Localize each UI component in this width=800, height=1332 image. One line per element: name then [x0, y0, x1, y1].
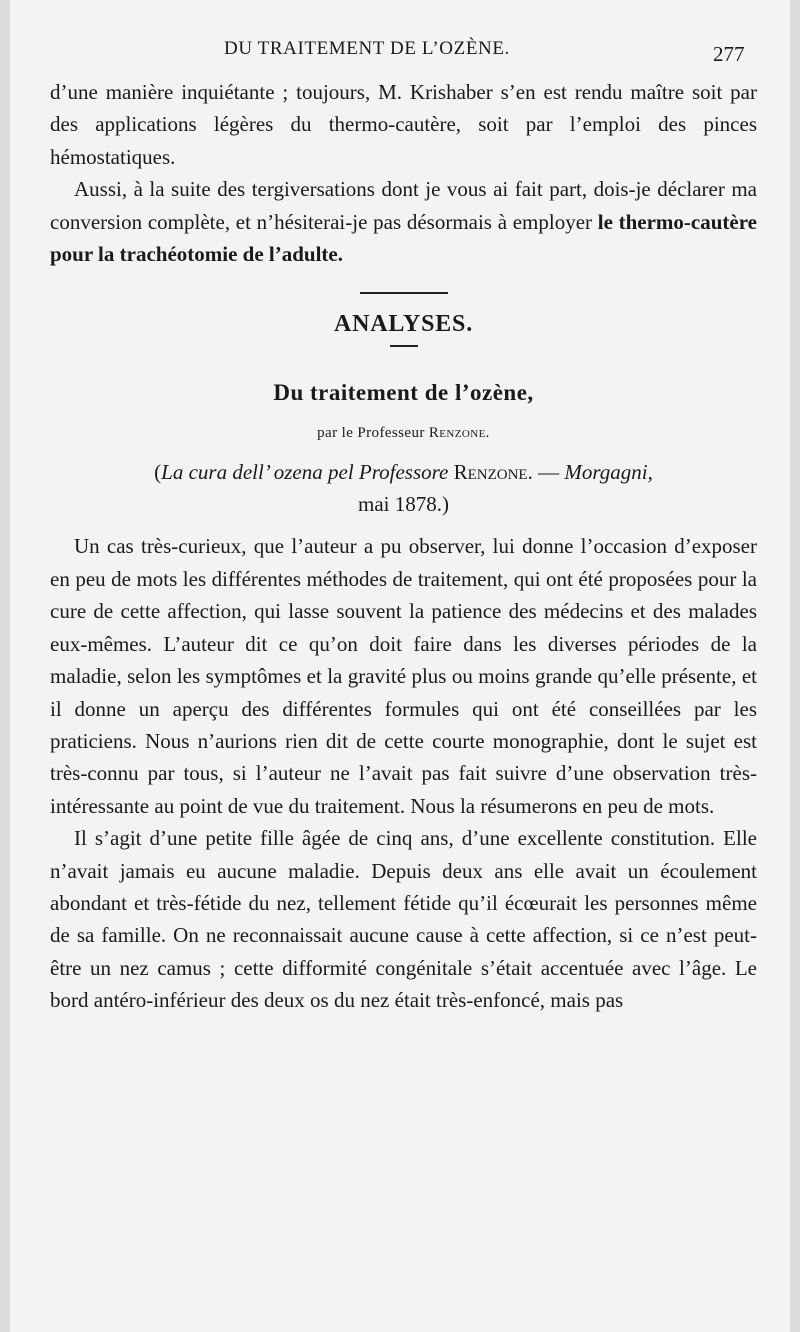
section-short-rule [390, 345, 418, 347]
paragraph-case: Il s’agit d’une petite fille âgée de cinq ans, d’une excellente constitution. Elle n’avait jamais eu aucune maladie. Depuis deux ans elle avait un écoulement abondant et très-fétide du nez, tellement fétide qu’il écœurait les personnes même de sa famille. On ne reconnaissait aucune cause à cette affection, si ce n’est peut-être un nez camus ; cette difformité congénitale s’était accentuée avec l’âge. Le bord antéro-inférieur des deux os du nez était très-enfoncé, mais pas [50, 826, 757, 1013]
ref-author: Renzone. [448, 459, 533, 484]
page-number: 277 [713, 42, 745, 66]
ref-journal: Morgagni, [564, 459, 653, 484]
byline-author: Renzone. [428, 425, 490, 442]
conclusion-bold-text: le thermo-cautère pour la trachéotomie de l’adulte. [50, 209, 757, 267]
running-title: DU TRAITEMENT DE L’OZÈNE. [224, 38, 510, 59]
article-title: Du traitement de l’ozène, [273, 379, 534, 405]
ref-open: ( [154, 459, 162, 484]
byline-prefix: par le Professeur [317, 425, 429, 442]
paragraph-continuation: d’une manière inquiétante ; toujours, M. Krishaber s’en est rendu maître soit par des applications légères du thermo-cautère, soit par l’emploi des pinces hémostatiques. [50, 80, 757, 169]
page-body [50, 76, 757, 1017]
paragraph-conclusion [50, 173, 757, 270]
ref-date: mai 1878.) [358, 492, 449, 517]
article-reference [50, 456, 757, 521]
paragraph-summary: Un cas très-curieux, que l’auteur a pu observer, lui donne l’occasion d’exposer en peu de mots les différentes méthodes de traitement, qui ont été proposées pour la cure de cette affection, qui lasse souvent la patience des médecins et des malades eux-mêmes. L’auteur dit ce qu’on doit faire dans les diverses périodes de la maladie, selon les symptômes et la gravité plus ou moins grande qu’elle présente, et il donne un aperçu des différentes formules qui ont été conseillées par les praticiens. Nous n’aurions rien dit de cette courte monographie, dont le sujet est très-connu par tous, si l’auteur ne l’avait pas fait suivre d’une observation très-intéressante au point de vue du traitement. Nous la résumerons en peu de mots. [50, 534, 757, 818]
separator-rule [360, 292, 448, 294]
ref-italic-title: La cura dell’ ozena pel Professore [161, 459, 449, 484]
ref-dash: — [532, 459, 565, 484]
book-page [10, 0, 790, 1332]
article-byline [50, 417, 757, 449]
section-title: ANALYSES. [333, 311, 474, 338]
conclusion-text: Aussi, à la suite des tergiversations dont je vous ai fait part, dois-je déclarer ma conversion complète, et n’hésiterai-je pas désormais à employer [50, 177, 757, 234]
page-header [10, 38, 790, 66]
